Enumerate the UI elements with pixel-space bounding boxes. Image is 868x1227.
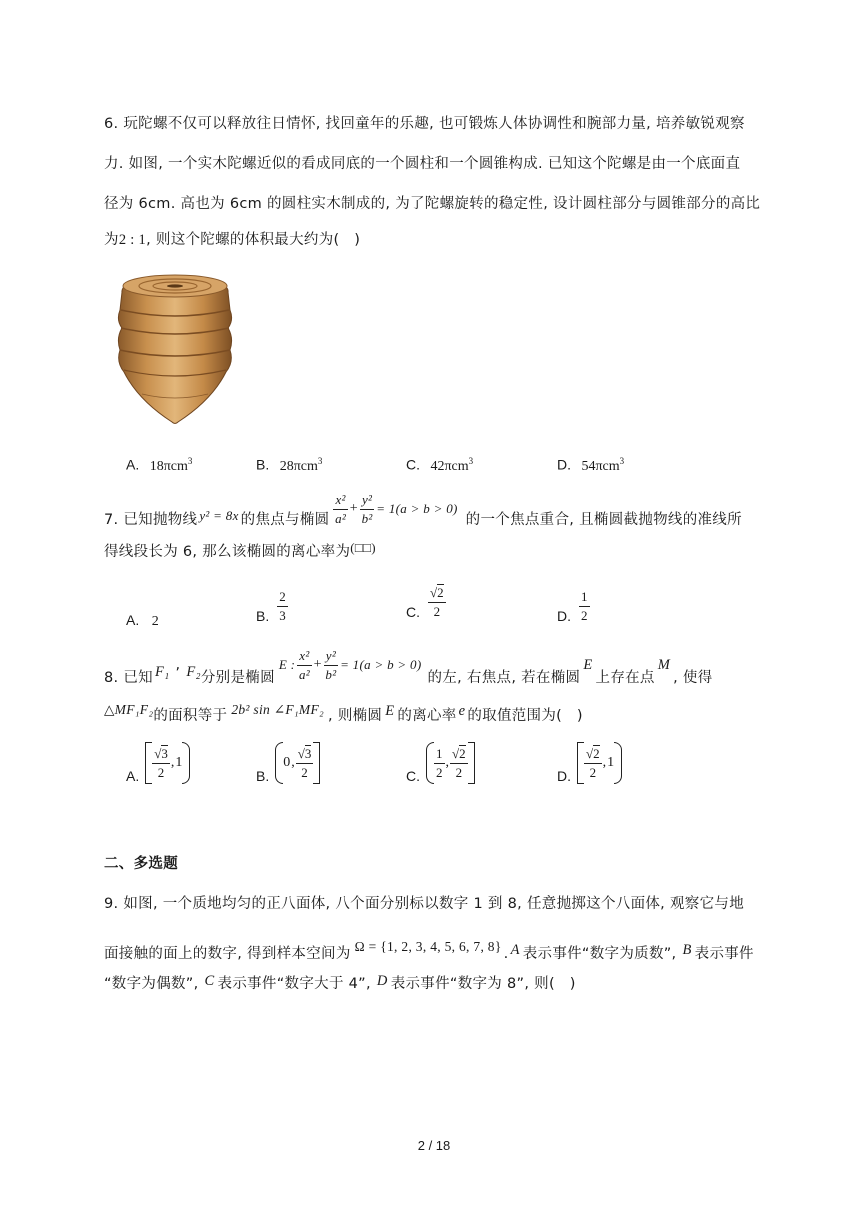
q8-option-d-left-bracket [577, 742, 584, 784]
q8-expr: 2b² sin ∠F₁MF₂ [231, 702, 325, 717]
q6-option-c[interactable] [406, 456, 473, 475]
q9-event-b: B [682, 942, 692, 958]
q8-option-d-interval: $\frac{√2}{2}$ , 1 [577, 742, 622, 784]
q6-line4-post: , 则这个陀螺的体积最大约为( ) [146, 232, 361, 248]
q7-ellipse-den1: a² [335, 510, 347, 526]
q7-option-d-num: 1 [579, 588, 590, 607]
q8-ecc: e [458, 703, 466, 719]
q8-ellipse-head: E : [278, 657, 296, 672]
q7-line2 [104, 542, 376, 562]
q8-option-d-right-paren [614, 742, 622, 784]
q9-line3-b: 表示事件“数字大于 4”, [217, 976, 371, 992]
q6-option-c-sup: 3 [468, 456, 474, 466]
q7-ellipse-den2: b² [361, 510, 373, 526]
q7-option-a-value: 2 [151, 614, 159, 629]
q8-option-a-a-den: 2 [157, 764, 165, 780]
q6-option-c-value: 42πcm [430, 458, 469, 474]
q9-omega: Ω = {1, 2, 3, 4, 5, 6, 7, 8} [354, 939, 502, 954]
q6-option-d-value: 54πcm [581, 458, 620, 474]
q9-line3-c: 表示事件“数字为 8”, 则( ) [390, 976, 576, 992]
q8-line2a: 的面积等于 [153, 708, 228, 724]
q7-option-b-label: B. [256, 608, 270, 624]
q9-event-d: D [376, 973, 388, 989]
q8-comma: , [175, 657, 181, 673]
q8-f2: F₂ [186, 664, 201, 680]
q7-option-b-num: 2 [277, 588, 288, 607]
q6-option-b-sup: 3 [317, 456, 323, 466]
q9-line2-pre: 面接触的面上的数字, 得到样本空间为 [104, 946, 351, 962]
q6-line2: 力. 如图, 一个实木陀螺近似的看成同底的一个圆柱和一个圆锥构成. 已知这个陀螺是由一个底面直 [104, 156, 741, 172]
q7-option-a-label: A. [126, 612, 140, 628]
q8-option-d-label: D. [557, 768, 571, 784]
q7-mid: 的焦点与椭圆 [240, 512, 330, 528]
q8-post1: 的左, 右焦点, 若在椭圆 [427, 670, 581, 686]
q8-mid: 分别是椭圆 [200, 670, 275, 686]
q7-ellipse-num1: x² [333, 491, 347, 510]
q8-option-a[interactable] [126, 742, 190, 784]
q8-option-c-a-den: 2 [436, 764, 443, 780]
q7-option-d[interactable] [557, 588, 590, 625]
q8-option-b-a: 0 [283, 755, 291, 770]
q8-option-b-b-num: 3 [304, 745, 312, 761]
q6-option-b[interactable] [256, 456, 322, 475]
q7-option-a[interactable] [126, 612, 159, 630]
q9-line3 [104, 974, 576, 994]
q9-event-c: C [204, 973, 215, 989]
q8-option-c[interactable] [406, 742, 475, 784]
q8-option-c-interval: $\frac{1}{2}$ , $\frac{√2}{2}$ [426, 742, 475, 784]
q8-option-d-a-num: 2 [593, 745, 600, 761]
q6-option-a[interactable] [126, 456, 192, 475]
q7-option-d-den: 2 [581, 608, 588, 623]
q7-option-d-frac [579, 588, 590, 625]
q8-option-c-b-den: 2 [455, 764, 463, 780]
q8-f1: F₁ [154, 664, 170, 680]
q8-option-c-b-num: 2 [459, 745, 466, 761]
q9-line2 [104, 938, 754, 964]
q6-line1: 6. 玩陀螺不仅可以释放往日情怀, 找回童年的乐趣, 也可锻炼人体协调性和腕部力量, 培养敏锐观察 [104, 116, 745, 132]
q9-line2-dot: . [503, 946, 509, 962]
q9-line2-a: 表示事件“数字为质数”, [522, 946, 677, 962]
q9-line2-b: 表示事件 [694, 946, 754, 962]
q8-ellipse-num1: x² [297, 647, 311, 666]
q7-post: 的一个焦点重合, 且椭圆截抛物线的准线所 [465, 512, 742, 528]
q8-option-a-right-paren [182, 742, 190, 784]
q6-option-d-sup: 3 [619, 456, 625, 466]
q8-option-a-left-bracket [145, 742, 152, 784]
q7-line2-text: 得线段长为 6, 那么该椭圆的离心率为 [104, 544, 351, 560]
q7-option-b[interactable] [256, 588, 288, 625]
q6-option-b-label: B. [256, 456, 270, 473]
q8-option-b-right-bracket [313, 742, 320, 784]
q7-option-b-den: 3 [279, 608, 286, 623]
q8-e-letter-2: E [385, 703, 395, 719]
q8-option-a-b: 1 [175, 755, 183, 770]
q7-option-c-num: 2 [437, 585, 444, 600]
q7-option-b-frac [277, 588, 288, 625]
q6-option-b-value: 28πcm [279, 458, 318, 474]
q6-option-a-sup: 3 [187, 456, 193, 466]
q9-event-a: A [510, 942, 520, 958]
q7-pre: 7. 已知抛物线 [104, 512, 198, 528]
q7-ellipse: $\frac{\text{x²}}{\text{a²}}$ + $\frac{\text{y²}}{\text{b²}}$ = 1(a > b > 0) [335, 491, 458, 526]
section-heading-multi-choice: 二、多选题 [104, 856, 178, 872]
q8-line2c: 的离心率 [397, 708, 457, 724]
q6-option-d[interactable] [557, 456, 624, 475]
q7-option-c-label: C. [406, 604, 420, 620]
q8-option-c-a-num: 1 [434, 745, 445, 764]
q7-option-c-frac [428, 584, 446, 621]
q7-option-c-den: 2 [433, 604, 441, 619]
q6-line4 [104, 230, 360, 250]
q9-line3-a: “数字为偶数”, [104, 976, 199, 992]
q8-line2 [104, 700, 583, 726]
q8-pre: 8. 已知 [104, 670, 153, 686]
q7-blank: (□□) [350, 540, 376, 555]
q8-line2b: , 则椭圆 [328, 708, 383, 724]
q8-ellipse-tail: = 1(a > b > 0) [340, 657, 422, 672]
q8-line1 [104, 642, 713, 688]
q8-option-b[interactable] [256, 742, 320, 784]
q6-option-a-label: A. [126, 456, 140, 473]
q8-triangle: △MF₁F₂ [104, 702, 154, 717]
q8-option-a-a-num: 3 [161, 745, 168, 761]
q7-option-c-sqrt: √ [430, 585, 438, 600]
q8-option-b-interval: 0 , $\frac{√3}{2}$ [275, 742, 320, 784]
q8-line2d: 的取值范围为( ) [467, 708, 583, 724]
q8-option-b-b-den: 2 [301, 764, 308, 780]
q8-option-a-interval: $\frac{√3}{2}$ , 1 [145, 742, 190, 784]
q8-m-letter: M [657, 657, 671, 673]
q7-option-d-label: D. [557, 608, 571, 624]
q7-parabola: y² = 8x [199, 508, 239, 523]
q8-option-c-left-paren [426, 742, 434, 784]
q8-option-b-left-paren [275, 742, 283, 784]
q8-ellipse-den2: b² [325, 666, 337, 682]
q8-ellipse-num2: y² [324, 647, 338, 666]
q8-option-b-label: B. [256, 768, 270, 784]
q7-ellipse-num2: y² [360, 491, 374, 510]
page-number: 2 / 18 [417, 1138, 451, 1153]
q7-option-c[interactable] [406, 584, 446, 621]
q6-option-c-label: C. [406, 456, 420, 473]
q8-option-d[interactable] [557, 742, 622, 784]
q8-option-c-label: C. [406, 768, 420, 784]
q6-line4-pre: 为 [104, 232, 119, 248]
q9-line1: 9. 如图, 一个质地均匀的正八面体, 八个面分别标以数字 1 到 8, 任意抛掷这个八面体, 观察它与地 [104, 896, 744, 912]
q7-line1 [104, 488, 742, 530]
q7-ellipse-tail: = 1(a > b > 0) [376, 501, 458, 516]
q6-option-a-value: 18πcm [149, 458, 188, 474]
q8-e-letter: E [583, 657, 593, 673]
q8-option-d-b: 1 [607, 755, 615, 770]
q8-option-a-label: A. [126, 768, 140, 784]
q6-ratio: 2 : 1 [118, 232, 147, 248]
q8-ellipse-den1: a² [298, 666, 310, 682]
q8-post3: , 使得 [673, 670, 713, 686]
q8-post2: 上存在点 [595, 670, 655, 686]
q8-ellipse: E : $\frac{\text{x²}}{\text{a²}}$ + $\frac{\text{y²}}{\text{b²}}$ = 1(a > b > 0) [278, 647, 422, 682]
spinning-top-image [112, 270, 238, 430]
q6-option-d-label: D. [557, 456, 571, 473]
q8-option-d-a-den: 2 [589, 764, 597, 780]
q6-line3: 径为 6cm. 高也为 6cm 的圆柱实木制成的, 为了陀螺旋转的稳定性, 设计圆柱部分与圆锥部分的高比 [104, 196, 761, 212]
q8-option-c-right-bracket [468, 742, 475, 784]
